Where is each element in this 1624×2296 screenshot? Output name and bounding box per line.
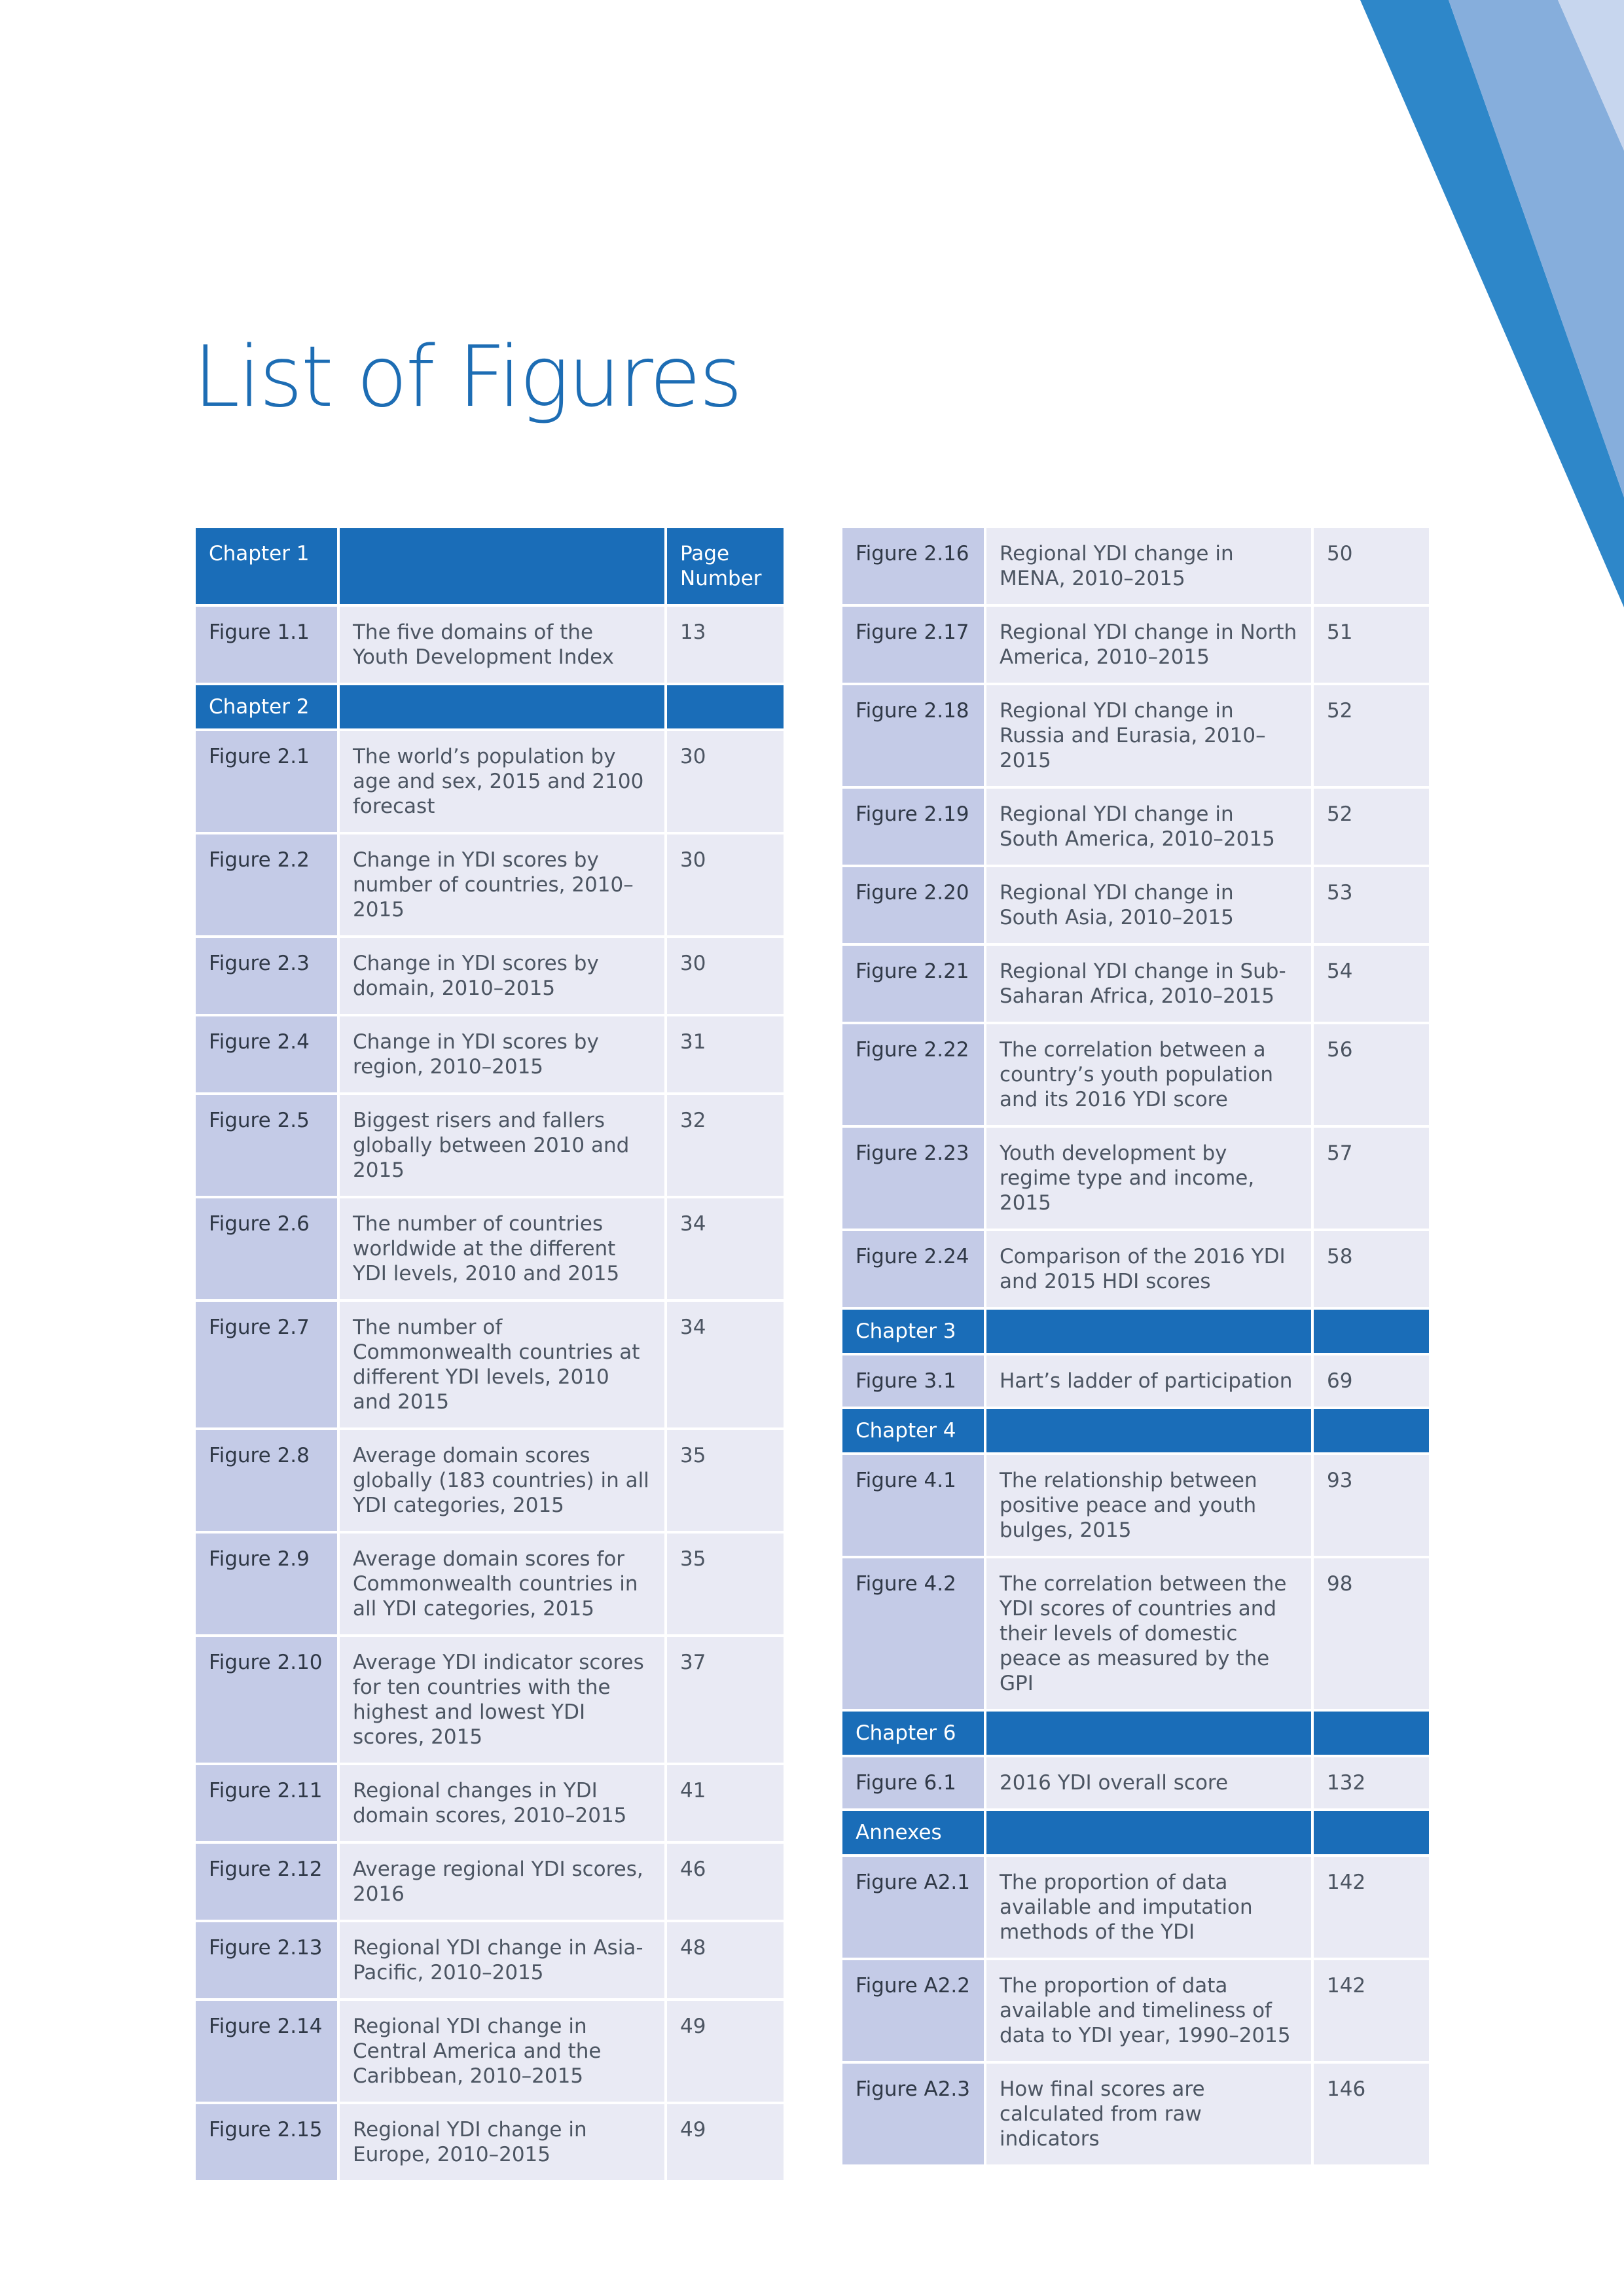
chapter-empty-cell xyxy=(338,684,666,730)
figure-number: Figure 2.19 xyxy=(841,787,985,866)
figure-title: Regional YDI change in North America, 2010–2015 xyxy=(985,605,1312,684)
figure-number: Figure A2.3 xyxy=(841,2062,985,2166)
page-number: 30 xyxy=(666,937,785,1015)
figure-title: Regional YDI change in Asia-Pacific, 2010–2015 xyxy=(338,1921,666,2000)
page-number: 35 xyxy=(666,1532,785,1636)
table-header-row xyxy=(194,527,785,605)
figure-row xyxy=(194,1429,785,1532)
figure-row xyxy=(841,605,1430,684)
page-number: 13 xyxy=(666,605,785,684)
page-number: 49 xyxy=(666,2103,785,2181)
figure-number: Figure 2.9 xyxy=(194,1532,338,1636)
chapter-empty-cell xyxy=(985,1810,1312,1856)
page-number: 54 xyxy=(1312,944,1430,1023)
chapter-row xyxy=(194,684,785,730)
figure-row xyxy=(194,2000,785,2103)
chapter-row xyxy=(841,1710,1430,1756)
figure-number: Figure 2.4 xyxy=(194,1015,338,1094)
chapter-row xyxy=(841,1308,1430,1354)
figure-row xyxy=(841,787,1430,866)
page-number: 49 xyxy=(666,2000,785,2103)
figure-title: Hart’s ladder of participation xyxy=(985,1354,1312,1408)
page-number: 56 xyxy=(1312,1023,1430,1126)
figure-title: Average YDI indicator scores for ten countries with the highest and lowest YDI scores, 2015 xyxy=(338,1636,666,1764)
figure-title: 2016 YDI overall score xyxy=(985,1756,1312,1810)
figure-title: Change in YDI scores by region, 2010–2015 xyxy=(338,1015,666,1094)
page-number: 142 xyxy=(1312,1959,1430,2062)
chapter-empty-cell xyxy=(1312,1710,1430,1756)
figure-number: Figure 2.5 xyxy=(194,1094,338,1197)
chapter-empty-cell xyxy=(1312,1810,1430,1856)
page-number: 52 xyxy=(1312,787,1430,866)
figure-title: Regional YDI change in South Asia, 2010–2015 xyxy=(985,866,1312,944)
page-number: 48 xyxy=(666,1921,785,2000)
figure-title: Biggest risers and fallers globally between 2010 and 2015 xyxy=(338,1094,666,1197)
figure-title: The correlation between a country’s youth population and its 2016 YDI score xyxy=(985,1023,1312,1126)
figure-row xyxy=(194,1015,785,1094)
chapter-label: Chapter 3 xyxy=(841,1308,985,1354)
page-number: 34 xyxy=(666,1197,785,1300)
chapter-empty-cell xyxy=(1312,1308,1430,1354)
figure-number: Figure 2.2 xyxy=(194,833,338,937)
figure-number: Figure 4.2 xyxy=(841,1557,985,1710)
figure-title: Regional YDI change in Sub-Saharan Africa, 2010–2015 xyxy=(985,944,1312,1023)
figure-row xyxy=(841,1126,1430,1230)
corner-stripe-dark xyxy=(1360,0,1624,607)
figure-number: Figure 4.1 xyxy=(841,1454,985,1557)
page-number: 132 xyxy=(1312,1756,1430,1810)
header-chapter-cell: Chapter 1 xyxy=(194,527,338,605)
figure-number: Figure 2.17 xyxy=(841,605,985,684)
figure-title: The five domains of the Youth Development Index xyxy=(338,605,666,684)
page-number: 146 xyxy=(1312,2062,1430,2166)
figure-number: Figure 2.6 xyxy=(194,1197,338,1300)
page-number: 53 xyxy=(1312,866,1430,944)
figure-row xyxy=(841,1023,1430,1126)
figure-row xyxy=(194,1636,785,1764)
figure-number: Figure 2.23 xyxy=(841,1126,985,1230)
figure-row xyxy=(841,1354,1430,1408)
figure-number: Figure 2.20 xyxy=(841,866,985,944)
figure-row xyxy=(841,1756,1430,1810)
figure-row xyxy=(194,1921,785,2000)
figure-title: Average regional YDI scores, 2016 xyxy=(338,1842,666,1921)
figure-number: Figure 6.1 xyxy=(841,1756,985,1810)
chapter-label: Chapter 4 xyxy=(841,1408,985,1454)
chapter-label: Annexes xyxy=(841,1810,985,1856)
figure-title: Regional changes in YDI domain scores, 2010–2015 xyxy=(338,1764,666,1842)
figure-title: The proportion of data available and timeliness of data to YDI year, 1990–2015 xyxy=(985,1959,1312,2062)
figure-row xyxy=(194,833,785,937)
figure-row xyxy=(194,730,785,833)
page-number: 30 xyxy=(666,730,785,833)
figure-row xyxy=(841,1959,1430,2062)
corner-stripe-light xyxy=(1558,0,1624,151)
figure-title: The relationship between positive peace and youth bulges, 2015 xyxy=(985,1454,1312,1557)
figure-row xyxy=(841,944,1430,1023)
page-number: 35 xyxy=(666,1429,785,1532)
figures-table-left xyxy=(193,526,786,2183)
figure-row xyxy=(194,1842,785,1921)
page-number: 93 xyxy=(1312,1454,1430,1557)
figure-number: Figure 2.7 xyxy=(194,1300,338,1429)
figure-row xyxy=(194,937,785,1015)
figure-title: Regional YDI change in Europe, 2010–2015 xyxy=(338,2103,666,2181)
chapter-empty-cell xyxy=(985,1308,1312,1354)
chapter-empty-cell xyxy=(985,1408,1312,1454)
page-number: 58 xyxy=(1312,1230,1430,1308)
figure-title: Regional YDI change in MENA, 2010–2015 xyxy=(985,527,1312,605)
figure-number: Figure 2.14 xyxy=(194,2000,338,2103)
figure-number: Figure 2.13 xyxy=(194,1921,338,2000)
page-number: 51 xyxy=(1312,605,1430,684)
figure-row xyxy=(841,1557,1430,1710)
page-number: 50 xyxy=(1312,527,1430,605)
figure-number: Figure 3.1 xyxy=(841,1354,985,1408)
figure-row xyxy=(194,1094,785,1197)
figures-table-right xyxy=(840,526,1432,2167)
chapter-label: Chapter 6 xyxy=(841,1710,985,1756)
figure-row xyxy=(194,1197,785,1300)
chapter-row xyxy=(841,1810,1430,1856)
figure-number: Figure 2.16 xyxy=(841,527,985,605)
figure-title: Average domain scores globally (183 countries) in all YDI categories, 2015 xyxy=(338,1429,666,1532)
figure-row xyxy=(841,1856,1430,1959)
figure-number: Figure 2.22 xyxy=(841,1023,985,1126)
figure-title: Change in YDI scores by domain, 2010–2015 xyxy=(338,937,666,1015)
figure-row xyxy=(194,605,785,684)
figure-row xyxy=(841,2062,1430,2166)
header-empty-cell xyxy=(338,527,666,605)
page-number: 98 xyxy=(1312,1557,1430,1710)
figure-title: Regional YDI change in Russia and Eurasia, 2010–2015 xyxy=(985,684,1312,787)
figure-row xyxy=(841,866,1430,944)
figure-number: Figure A2.1 xyxy=(841,1856,985,1959)
figure-number: Figure 2.3 xyxy=(194,937,338,1015)
figure-row xyxy=(194,1300,785,1429)
figure-title: The world’s population by age and sex, 2015 and 2100 forecast xyxy=(338,730,666,833)
figure-number: Figure 2.18 xyxy=(841,684,985,787)
page-number: 30 xyxy=(666,833,785,937)
figure-title: Regional YDI change in South America, 2010–2015 xyxy=(985,787,1312,866)
figure-number: Figure A2.2 xyxy=(841,1959,985,2062)
page-number: 142 xyxy=(1312,1856,1430,1959)
figure-title: The correlation between the YDI scores of countries and their levels of domestic peace as measured by the GPI xyxy=(985,1557,1312,1710)
page-number: 52 xyxy=(1312,684,1430,787)
figure-title: How final scores are calculated from raw indicators xyxy=(985,2062,1312,2166)
figure-row xyxy=(841,1230,1430,1308)
page-number: 37 xyxy=(666,1636,785,1764)
figure-number: Figure 2.10 xyxy=(194,1636,338,1764)
figure-number: Figure 2.15 xyxy=(194,2103,338,2181)
figure-row xyxy=(841,527,1430,605)
figure-number: Figure 2.11 xyxy=(194,1764,338,1842)
chapter-label: Chapter 2 xyxy=(194,684,338,730)
figure-title: Youth development by regime type and income, 2015 xyxy=(985,1126,1312,1230)
corner-stripe-mid xyxy=(1449,0,1624,497)
chapter-empty-cell xyxy=(985,1710,1312,1756)
figure-title: Regional YDI change in Central America and the Caribbean, 2010–2015 xyxy=(338,2000,666,2103)
figure-title: The number of countries worldwide at the different YDI levels, 2010 and 2015 xyxy=(338,1197,666,1300)
page-number: 41 xyxy=(666,1764,785,1842)
figure-number: Figure 2.21 xyxy=(841,944,985,1023)
page-number: 32 xyxy=(666,1094,785,1197)
chapter-empty-cell xyxy=(1312,1408,1430,1454)
figure-title: Change in YDI scores by number of countries, 2010–2015 xyxy=(338,833,666,937)
page-number: 31 xyxy=(666,1015,785,1094)
figure-title: Comparison of the 2016 YDI and 2015 HDI scores xyxy=(985,1230,1312,1308)
page-number: 34 xyxy=(666,1300,785,1429)
figure-title: The number of Commonwealth countries at different YDI levels, 2010 and 2015 xyxy=(338,1300,666,1429)
figure-number: Figure 1.1 xyxy=(194,605,338,684)
page-number: 46 xyxy=(666,1842,785,1921)
figure-row xyxy=(841,1454,1430,1557)
header-page-number-cell: Page Number xyxy=(666,527,785,605)
page-number: 69 xyxy=(1312,1354,1430,1408)
figure-row xyxy=(194,1532,785,1636)
page-number: 57 xyxy=(1312,1126,1430,1230)
figure-row xyxy=(841,684,1430,787)
page-title: List of Figures xyxy=(193,329,741,426)
chapter-row xyxy=(841,1408,1430,1454)
figure-number: Figure 2.24 xyxy=(841,1230,985,1308)
figure-title: The proportion of data available and imputation methods of the YDI xyxy=(985,1856,1312,1959)
figure-number: Figure 2.1 xyxy=(194,730,338,833)
figure-title: Average domain scores for Commonwealth countries in all YDI categories, 2015 xyxy=(338,1532,666,1636)
figure-number: Figure 2.8 xyxy=(194,1429,338,1532)
figure-row xyxy=(194,1764,785,1842)
figure-number: Figure 2.12 xyxy=(194,1842,338,1921)
chapter-empty-cell xyxy=(666,684,785,730)
figure-row xyxy=(194,2103,785,2181)
